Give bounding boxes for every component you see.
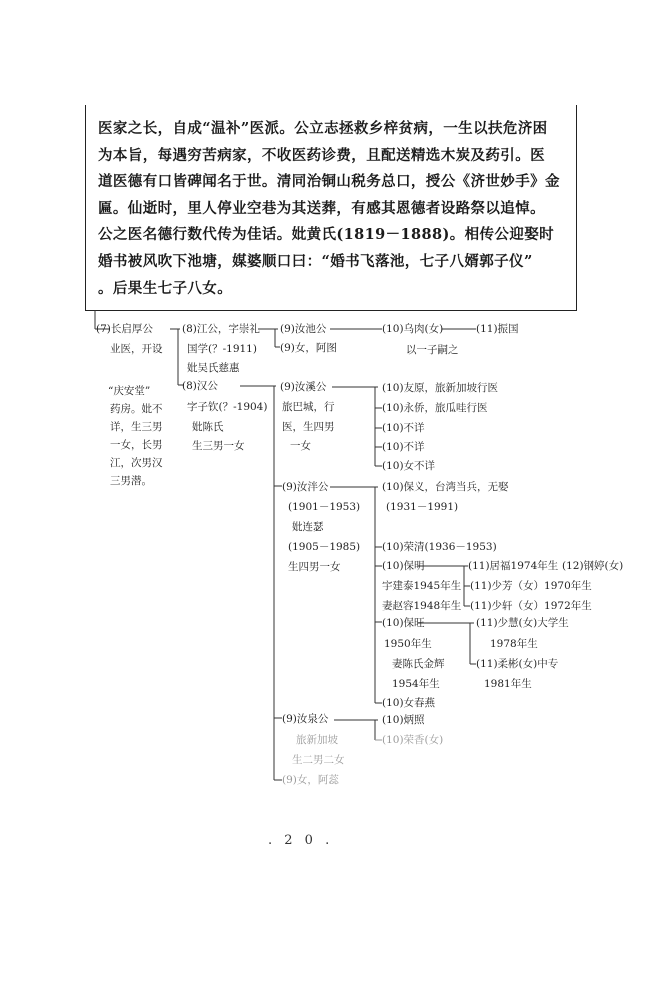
gen9-quan-note: 生二男二女 [292, 754, 345, 766]
gen10-daughter-unknown: (10)女不详 [382, 460, 436, 472]
gen9-pan: (9)汝泮公 [282, 481, 329, 493]
gen9-pan-note: 生四男一女 [288, 561, 341, 573]
gen7-note: 药房。妣不 [110, 403, 163, 415]
gen9-quan-note: 旅新加坡 [296, 734, 338, 746]
gen11-shaoxuan: (11)少轩（女）1972年生 [470, 600, 592, 612]
gen7-note: “庆安堂” [108, 385, 151, 397]
gen7-note: 三男潜。 [110, 475, 152, 487]
gen11-roubin-birth: 1981年生 [484, 678, 532, 690]
gen9-quan: (9)汝泉公 [282, 713, 329, 725]
gen8-jiang: (8)江公，字崇礼 [182, 323, 260, 335]
paragraph-line: 为本旨，每遇穷苦病家，不收医药诊费，且配送精选木炭及药引。医 [98, 146, 545, 164]
gen10-baowang-wife: 妻陈氏金辉 [392, 658, 445, 670]
gen7-note: 详，生三男 [110, 421, 163, 433]
gen10-yongqiao: (10)永侨，旅瓜哇行医 [382, 402, 488, 414]
gen9-xi-note: 旅巴城，行 [282, 401, 335, 413]
gen8-jiang-note: 国学(？-1911) [187, 343, 257, 355]
gen7-note: 业医，开设 [110, 343, 163, 355]
gen11-zhenguo: (11)振国 [476, 323, 519, 335]
paragraph-line: 道医德有口皆碑闻名于世。清同治铜山税务总口，授公《济世妙手》金 [98, 173, 560, 191]
paragraph-line: 匾。仙逝时，里人停业空巷为其送葬，有感其恩德者设路祭以追悼。 [98, 199, 545, 217]
gen8-han: (8)汉公 [182, 380, 218, 392]
gen10-wurou-note: 以一子嗣之 [406, 344, 459, 356]
gen9-xi: (9)汝溪公 [280, 381, 327, 393]
gen10-baowang-wife-birth: 1954年生 [392, 678, 440, 690]
gen9-xi-note: 医，生四男 [282, 421, 335, 433]
gen11-jufu: (11)居福1974年生 [468, 560, 559, 572]
page-number: . 2 0 . [268, 833, 334, 848]
gen10-youyuan: (10)友原，旅新加坡行医 [382, 382, 499, 394]
gen9-chi: (9)汝池公 [280, 323, 327, 335]
gen10-baowang: (10)保旺 [382, 617, 425, 629]
gen9-daughter: (9)女，阿图 [280, 342, 337, 354]
gen10-baoming-note: 宇建泰1945年生 [382, 580, 462, 592]
gen10-bingzhao: (10)炳照 [382, 714, 425, 726]
gen10-unknown: (10)不详 [382, 441, 425, 453]
paragraph-line: 医家之长，自成“温补”医派。公立志拯救乡梓贫病，一生以扶危济困 [98, 120, 548, 137]
gen9-pan-wife: 妣连瑟 [292, 521, 324, 533]
gen10-baoming: (10)保明 [382, 560, 425, 572]
gen8-han-wife: 妣陈氏 [192, 421, 224, 433]
gen10-chunyan: (10)女春燕 [382, 697, 436, 709]
gen9-xi-note: 一女 [290, 440, 311, 452]
gen7-note: 江，次男汉 [110, 457, 163, 469]
gen10-wurou: (10)乌肉(女) [382, 323, 444, 335]
gen8-han-note: 字子钦(？-1904) [187, 401, 268, 413]
gen10-baoming-wife: 妻赵容1948年生 [382, 600, 462, 612]
gen8-jiang-wife: 妣吴氏慈惠 [187, 362, 240, 374]
gen7-note: 一女，长男 [110, 439, 163, 451]
gen10-unknown: (10)不详 [382, 422, 425, 434]
gen10-baoyi-dates: (1931－1991) [386, 501, 459, 513]
gen11-shaohui-birth: 1978年生 [490, 638, 538, 650]
paragraph-line: 公之医名德行数代传为佳话。妣黄氏(1819－1888)。相传公迎娶时 [98, 226, 555, 244]
paragraph-line: 婚书被风吹下池塘，媒婆顺口曰：“婚书飞落池，七子八婿郭子仪” [98, 252, 533, 270]
paragraph-line: 。后果生七子八女。 [98, 279, 233, 297]
gen11-shaohui: (11)少慧(女)大学生 [476, 617, 569, 629]
gen8-han-note: 生三男一女 [192, 440, 245, 452]
gen11-shaofang: (11)少芳（女）1970年生 [470, 580, 592, 592]
gen9-pan-dates: (1901－1953) [288, 501, 361, 513]
gen11-roubin: (11)柔彬(女)中专 [476, 658, 559, 670]
gen10-rongqing: (10)荣清(1936－1953) [382, 541, 497, 553]
gen7-name: (7)长启厚公 [96, 323, 153, 335]
gen9-pan-wife-dates: (1905－1985) [288, 541, 361, 553]
gen12-gangting: (12)钢婷(女) [562, 560, 624, 572]
gen10-baowang-birth: 1950年生 [384, 638, 432, 650]
gen9-daughter-arui: (9)女，阿蕊 [282, 774, 339, 786]
gen10-rongxiang: (10)荣香(女) [382, 734, 444, 746]
gen10-baoyi: (10)保义，台湾当兵，无娶 [382, 481, 509, 493]
